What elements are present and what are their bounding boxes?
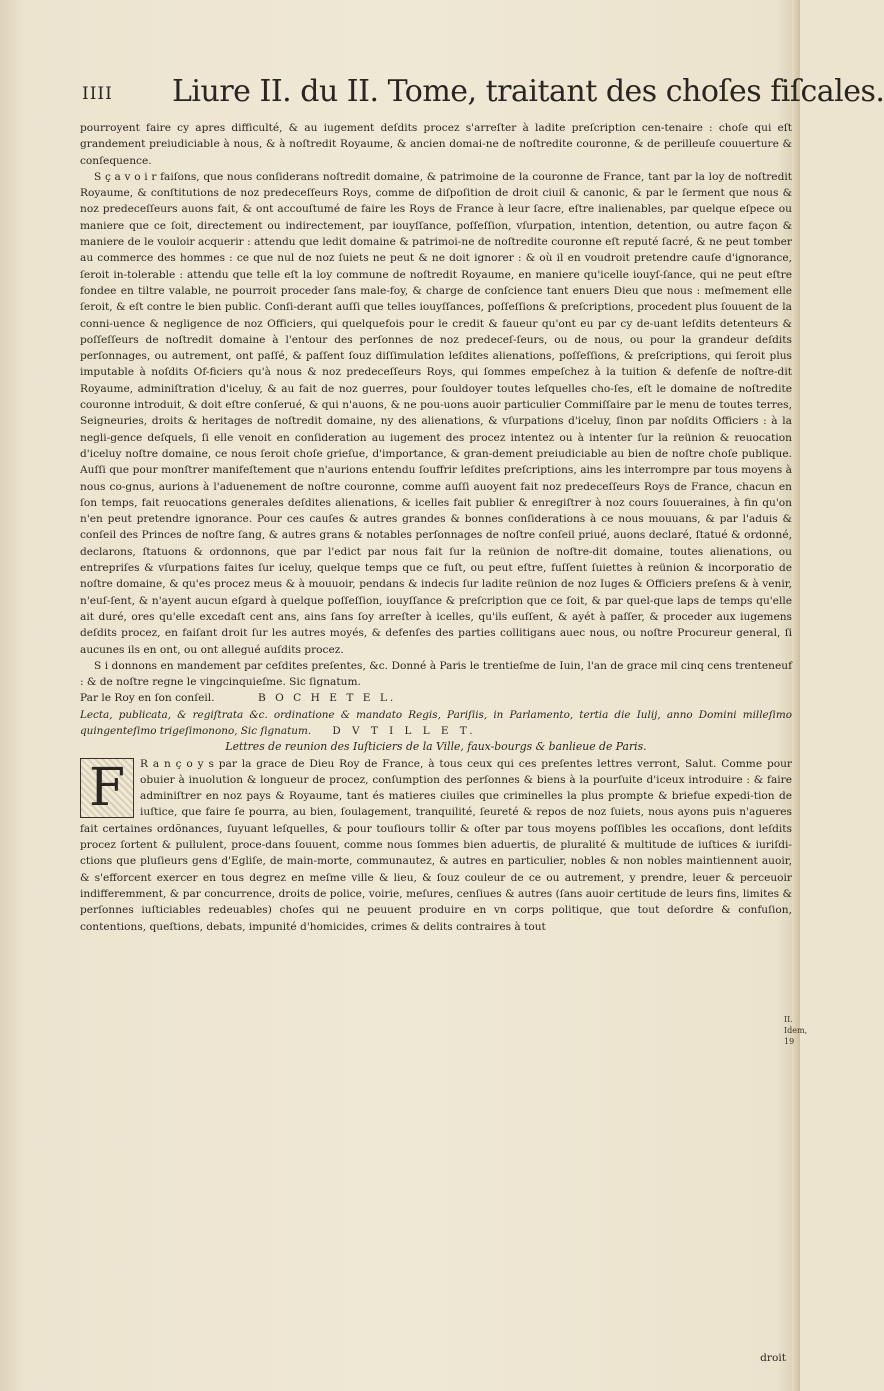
margin-note: II. Idem, 19 bbox=[784, 1015, 808, 1046]
paragraph-1: pourroyent faire cy apres difficulté, & au iugement deſdits procez s'arreſter à ladite preſcription cen-tenaire : choſe qui eſt grandement preiudiciable à nous, & à noſtredit Royaume, & ancien domai-ne de noſtredite couronne, & de perilleuſe couuerture & conſequence. bbox=[80, 122, 792, 167]
lecta-text: Lecta, publicata, & regiſtrata &c. ordinatione & mandato Regis, Pariſiis, in Parlamento, tertia die Iulij, anno Domini milleſimo quingenteſimo trigeſimonono, Sic ſignatum. bbox=[80, 708, 792, 737]
drop-cap-letter: F bbox=[88, 757, 126, 818]
page-edge bbox=[792, 0, 800, 1391]
folio-number: IIII bbox=[82, 84, 113, 104]
lecta-signature: D V T I L L E T. bbox=[332, 724, 477, 737]
paragraph-2: S ç a v o i r faiſons, que nous conſiderans noſtredit domaine, & patrimoine de la couronne de France, tant par la loy de noſtredit Royaume, & conſtitutions de noz predeceſſeurs Roys, comme de diſpoſition de droit ciuil & canonic, & par le ſerment que nous & noz predeceſſeurs auons fait, & ont accouſtumé de faire les Roys de France à leur ſacre, eſtre inalienables, par quelque eſpece ou maniere que ce ſoit, directement ou indirectement, par iouyſſance, poſſeſſion, vſurpation, intention, detention, ou autre façon & maniere de le vouloir acquerir : attendu que ledit domaine & patrimoi-ne de noſtredite couronne eſt reputé ſacré, & ne peut tomber au commerce des hommes : ce que nul de noz ſuiets ne peut & ne doit ignorer : & où il en voudroit pretendre cauſe d'ignorance, ſeroit in-tolerable : attendu que telle eſt la loy commune de noſtredit Royaume, en maniere qu'icelle iouyſ-ſance, qui ne peut eſtre fondee en tiltre valable, ne pourroit proceder ſans male-foy, & charge de conſcience tant enuers Dieu que nous : meſmement elle ſeroit, & eſt contre le bien public. Conſi-derant auſſi que telles iouyſſances, poſſeſſions & preſcriptions, procedent plus ſouuent de la conni-uence & negligence de noz Officiers, qui quelquefois pour le credit & faueur qu'ont eu par cy de-uant leſdits detenteurs & poſſeſſeurs de noſtredit domaine à l'entour des perſonnes de noz predeceſ-ſeurs, ou de nous, ou pour la grandeur deſdits perſonnages, ou autrement, ont paſſé, & paſſent ſouz diſſimulation leſdites alienations, poſſeſſions, & preſcriptions, qui ſeroit plus imputable à noſdits Of-ficiers qu'à nous & noz predeceſſeurs Roys, qui ſommes empeſchez à la tuition & defenſe de noſtre-dit Royaume, adminiſtration d'iceluy, & au fait de noz guerres, pour ſouldoyer toutes leſquelles cho-ſes, eſt le domaine de noſtredite couronne introduit, & doit eſtre conſerué, & qui n'auons, & ne pou-uons auoir particulier Commiſſaire par le menu de toutes terres, Seigneuries, droits & heritages de noſtredit domaine, ny des alienations, & vſurpations d'iceluy, ſinon par noſdits Officiers : à la negli-gence deſquels, ſi elle venoit en conſideration au iugement des procez intentez ou à intenter ſur la reünion & reuocation d'iceluy noſtre domaine, ce nous ſeroit choſe grieſue, d'importance, & gran-dement preiudiciable au bien de noſtre choſe publique. Auſſi que pour monſtrer manifeſtement que n'aurions entendu ſouffrir leſdites preſcriptions, ains les interrompre par tous moyens à nous co-gnus, aurions à l'aduenement de noſtre couronne, comme auſſi auoyent fait noz predeceſſeurs Roys de France, chacun en ſon temps, fait reuocations generales deſdites alienations, & icelles fait publier & enregiſtrer à noz cours ſouueraines, à fin qu'on n'en peut pretendre ignorance. Pour ces cauſes & autres grandes & bonnes conſiderations à ce nous mouuans, & par l'aduis & conſeil des Princes de noſtre ſang, & autres grans & notables perſonnages de noſtre conſeil priué, auons declaré, ſtatué & ordonné, declarons, ſtatuons & ordonnons, que par l'edict par nous fait ſur la reünion de noſtre-dit domaine, toutes alienations, ou entrepriſes & vſurpations faites ſur iceluy, quelque temps que ce fuſt, ou peut eſtre, fuſſent ſuiettes à reünion & incorporatio de noſtre domaine, & qu'es procez meus & à mouuoir, pendans & indecis ſur ladite reünion de noz Iuges & Officiers preſens & à venir, n'euſ-ſent, & n'ayent aucun eſgard à quelque poſſeſſion, iouyſſance & preſcription que ce ſoit, & par quel-que laps de temps qu'elle ait duré, ores qu'elle excedaſt cent ans, ains ſans ſoy arreſter à icelles, qu'ils euſſent, & ayét à paſſer, & proceder aux iugemens deſdits procez, en faiſant droit ſur les autres moyés, & defenſes des parties collitigans auec nous, ou noſtre Procureur general, ſi aucunes ils en ont, ou ont allegué auſdits procez. bbox=[80, 170, 792, 656]
drop-cap-ornament bbox=[80, 758, 134, 818]
signature-text: Par le Roy en ſon conſeil. bbox=[80, 692, 215, 705]
ordinance-paragraph bbox=[80, 756, 792, 935]
paragraph-4: R a n ç o y s par la grace de Dieu Roy de France, à tous ceux qui ces preſentes lettres verront, Salut. Comme pour obuier à inuolution & longueur de procez, conſumption des perſonnes & biens à la pourſuite d'iceux introduire : & faire adminiſtrer en noz pays & Royaume, tant és matieres ciuiles que criminelles la plus prompte & briefue expedi-tion de iuſtice, que faire ſe pourra, au bien, ſoulagement, tranquilité, ſeureté & repos de noz ſuiets, nous ayons puis n'agueres fait certaines ordõnances, ſuyuant leſquelles, & pour touſiours tollir & oſter par tous moyens poſſibles les occaſions, dont leſdits procez ſortent & pullulent, proce-dans ſouuent, comme nous ſommes bien aduertis, de pluralité & multitude de iuſtices & iuriſdi-ctions que pluſieurs gens d'Egliſe, de main-morte, communautez, & autres en particulier, nobles & non nobles maintiennent auoir, & s'efforcent exercer en tous degrez en meſme ville & lieu, & ſouz couleur de ce ou autrement, y prendre, leuer & perceuoir indifferemment, & par concurrence, droits de police, voirie, meſures, cenſiues & autres (ſans auoir certitude de leurs fins, limites & perſonnes iuſticiables redeuables) choſes qui ne peuuent produire en vn corps politique, que tout deſordre & confuſion, contentions, queſtions, debats, impunité d'homicides, crimes & delits contraires à tout bbox=[80, 757, 792, 933]
running-title: Liure II. du II. Tome, traitant des choſes fiſcales. bbox=[172, 74, 884, 109]
signature-line bbox=[80, 690, 792, 706]
paragraph-3: S i donnons en mandement par ceſdites preſentes, &c. Donné à Paris le trentieſme de Iuin, l'an de grace mil cinq cens trenteneuf : & de noſtre regne le vingcinquieſme. Sic ſignatum. bbox=[80, 659, 792, 689]
body-text bbox=[80, 120, 792, 935]
catchword: droit bbox=[760, 1352, 786, 1364]
signature-name: B O C H E T E L. bbox=[257, 692, 397, 705]
section-title: Lettres de reunion des Iuſticiers de la Ville, faux-bourgs & banlieue de Paris. bbox=[225, 740, 647, 754]
lecta-note bbox=[80, 707, 792, 740]
